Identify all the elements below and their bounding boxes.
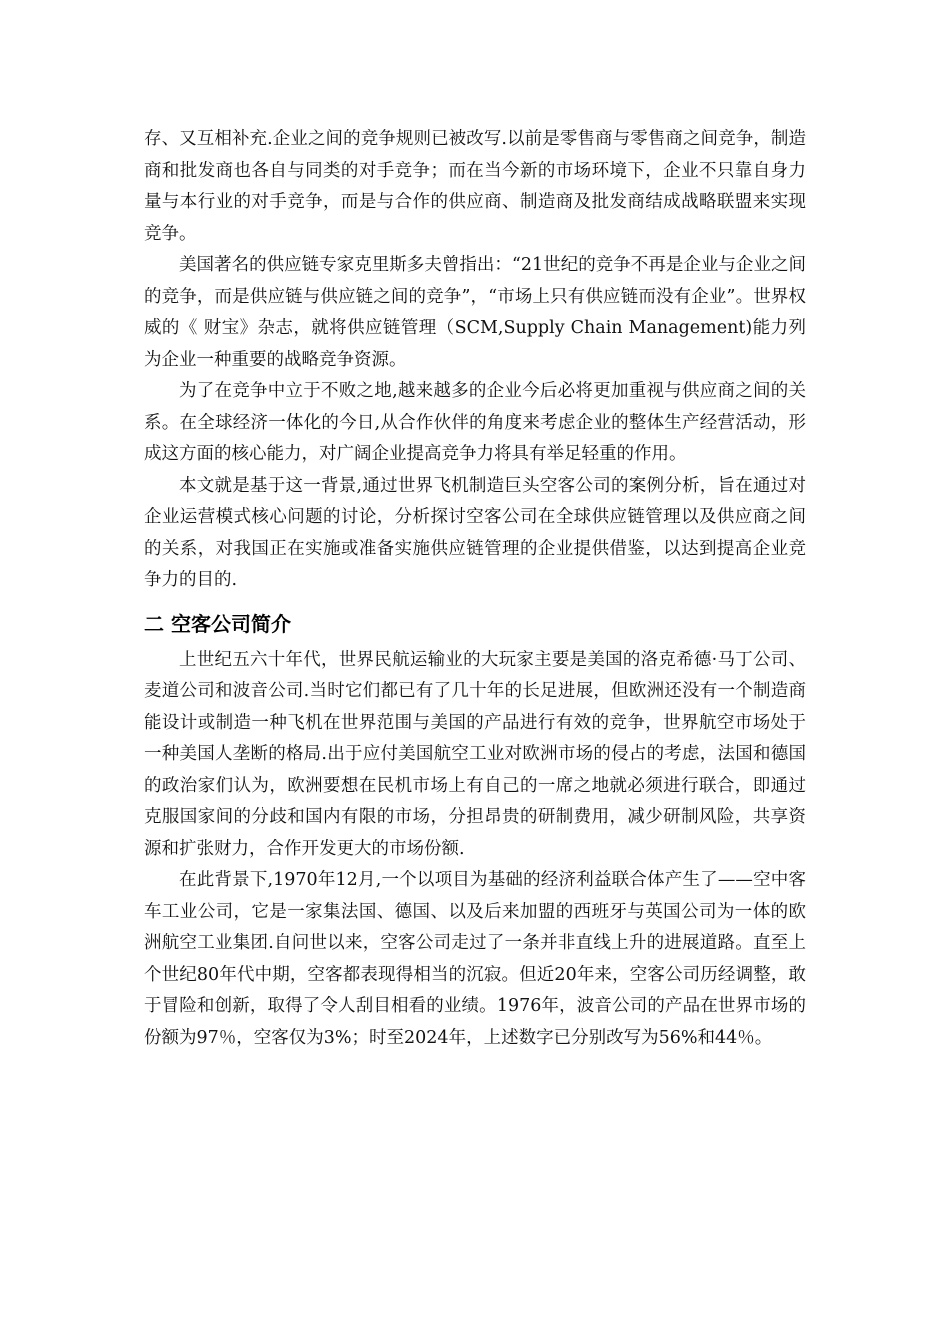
paragraph-supplier-relations: 为了在竞争中立于不败之地,越来越多的企业今后必将更加重视与供应商之间的关系。在全球经济一体化的今日,从合作伙伴的角度来考虑企业的整体生产经营活动，形成这方面的核心能力，对广阔企业提高竞争力将具有举足轻重的作用。: [144, 381, 806, 464]
paragraph-continuation: 存、又互相补充.企业之间的竞争规则已被改写.以前是零售商与零售商之间竞争，制造商和批发商也各自与同类的对手竞争；而在当今新的市场环境下，企业不只靠自身力量与本行业的对手竞争，而是与合作的供应商、制造商及批发商结成战略联盟来实现竞争。: [144, 129, 806, 244]
section-heading: 二 空客公司简介: [144, 611, 291, 636]
paragraph-supply-chain-quote: 美国著名的供应链专家克里斯多夫曾指出：“21世纪的竞争不再是企业与企业之间的竞争，而是供应链与供应链之间的竞争”，“市场上只有供应链而没有企业”。世界权威的《 财宝》杂志，就将供应链管理（SCM,Supply Chain Management)能力列为企业一种重要的战略竞争资源。: [144, 255, 806, 370]
paragraph-purpose: 本文就是基于这一背景,通过世界飞机制造巨头空客公司的案例分析，旨在通过对企业运营模式核心问题的讨论，分析探讨空客公司在全球供应链管理以及供应商之间的关系，对我国正在实施或准备实施供应链管理的企业提供借鉴，以达到提高企业竞争力的目的.: [144, 475, 806, 590]
paragraph-history: 上世纪五六十年代，世界民航运输业的大玩家主要是美国的洛克希德·马丁公司、麦道公司和波音公司.当时它们都已有了几十年的长足进展，但欧洲还没有一个制造商能设计或制造一种飞机在世界范围与美国的产品进行有效的竞争，世界航空市场处于一种美国人垄断的格局.出于应付美国航空工业对欧洲市场的侵占的考虑，法国和德国的政治家们认为，欧洲要想在民机市场上有自己的一席之地就必须进行联合，即通过克服国家间的分歧和国内有限的市场，分担昂贵的研制费用，减少研制风险，共享资源和扩张财力，合作开发更大的市场份额.: [144, 649, 806, 859]
paragraph-airbus-founding: 在此背景下,1970年12月,一个以项目为基础的经济利益联合体产生了——空中客车工业公司，它是一家集法国、德国、以及后来加盟的西班牙与英国公司为一体的欧洲航空工业集团.自问世以来，空客公司走过了一条并非直线上升的进展道路。直至上个世纪80年代中期，空客都表现得相当的沉寂。但近20年来，空客公司历经调整，敢于冒险和创新，取得了令人刮目相看的业绩。1976年，波音公司的产品在世界市场的份额为97％，空客仅为3%；时至2024年，上述数字已分别改写为56%和44％。: [144, 870, 806, 1048]
page-body: [144, 124, 806, 1054]
